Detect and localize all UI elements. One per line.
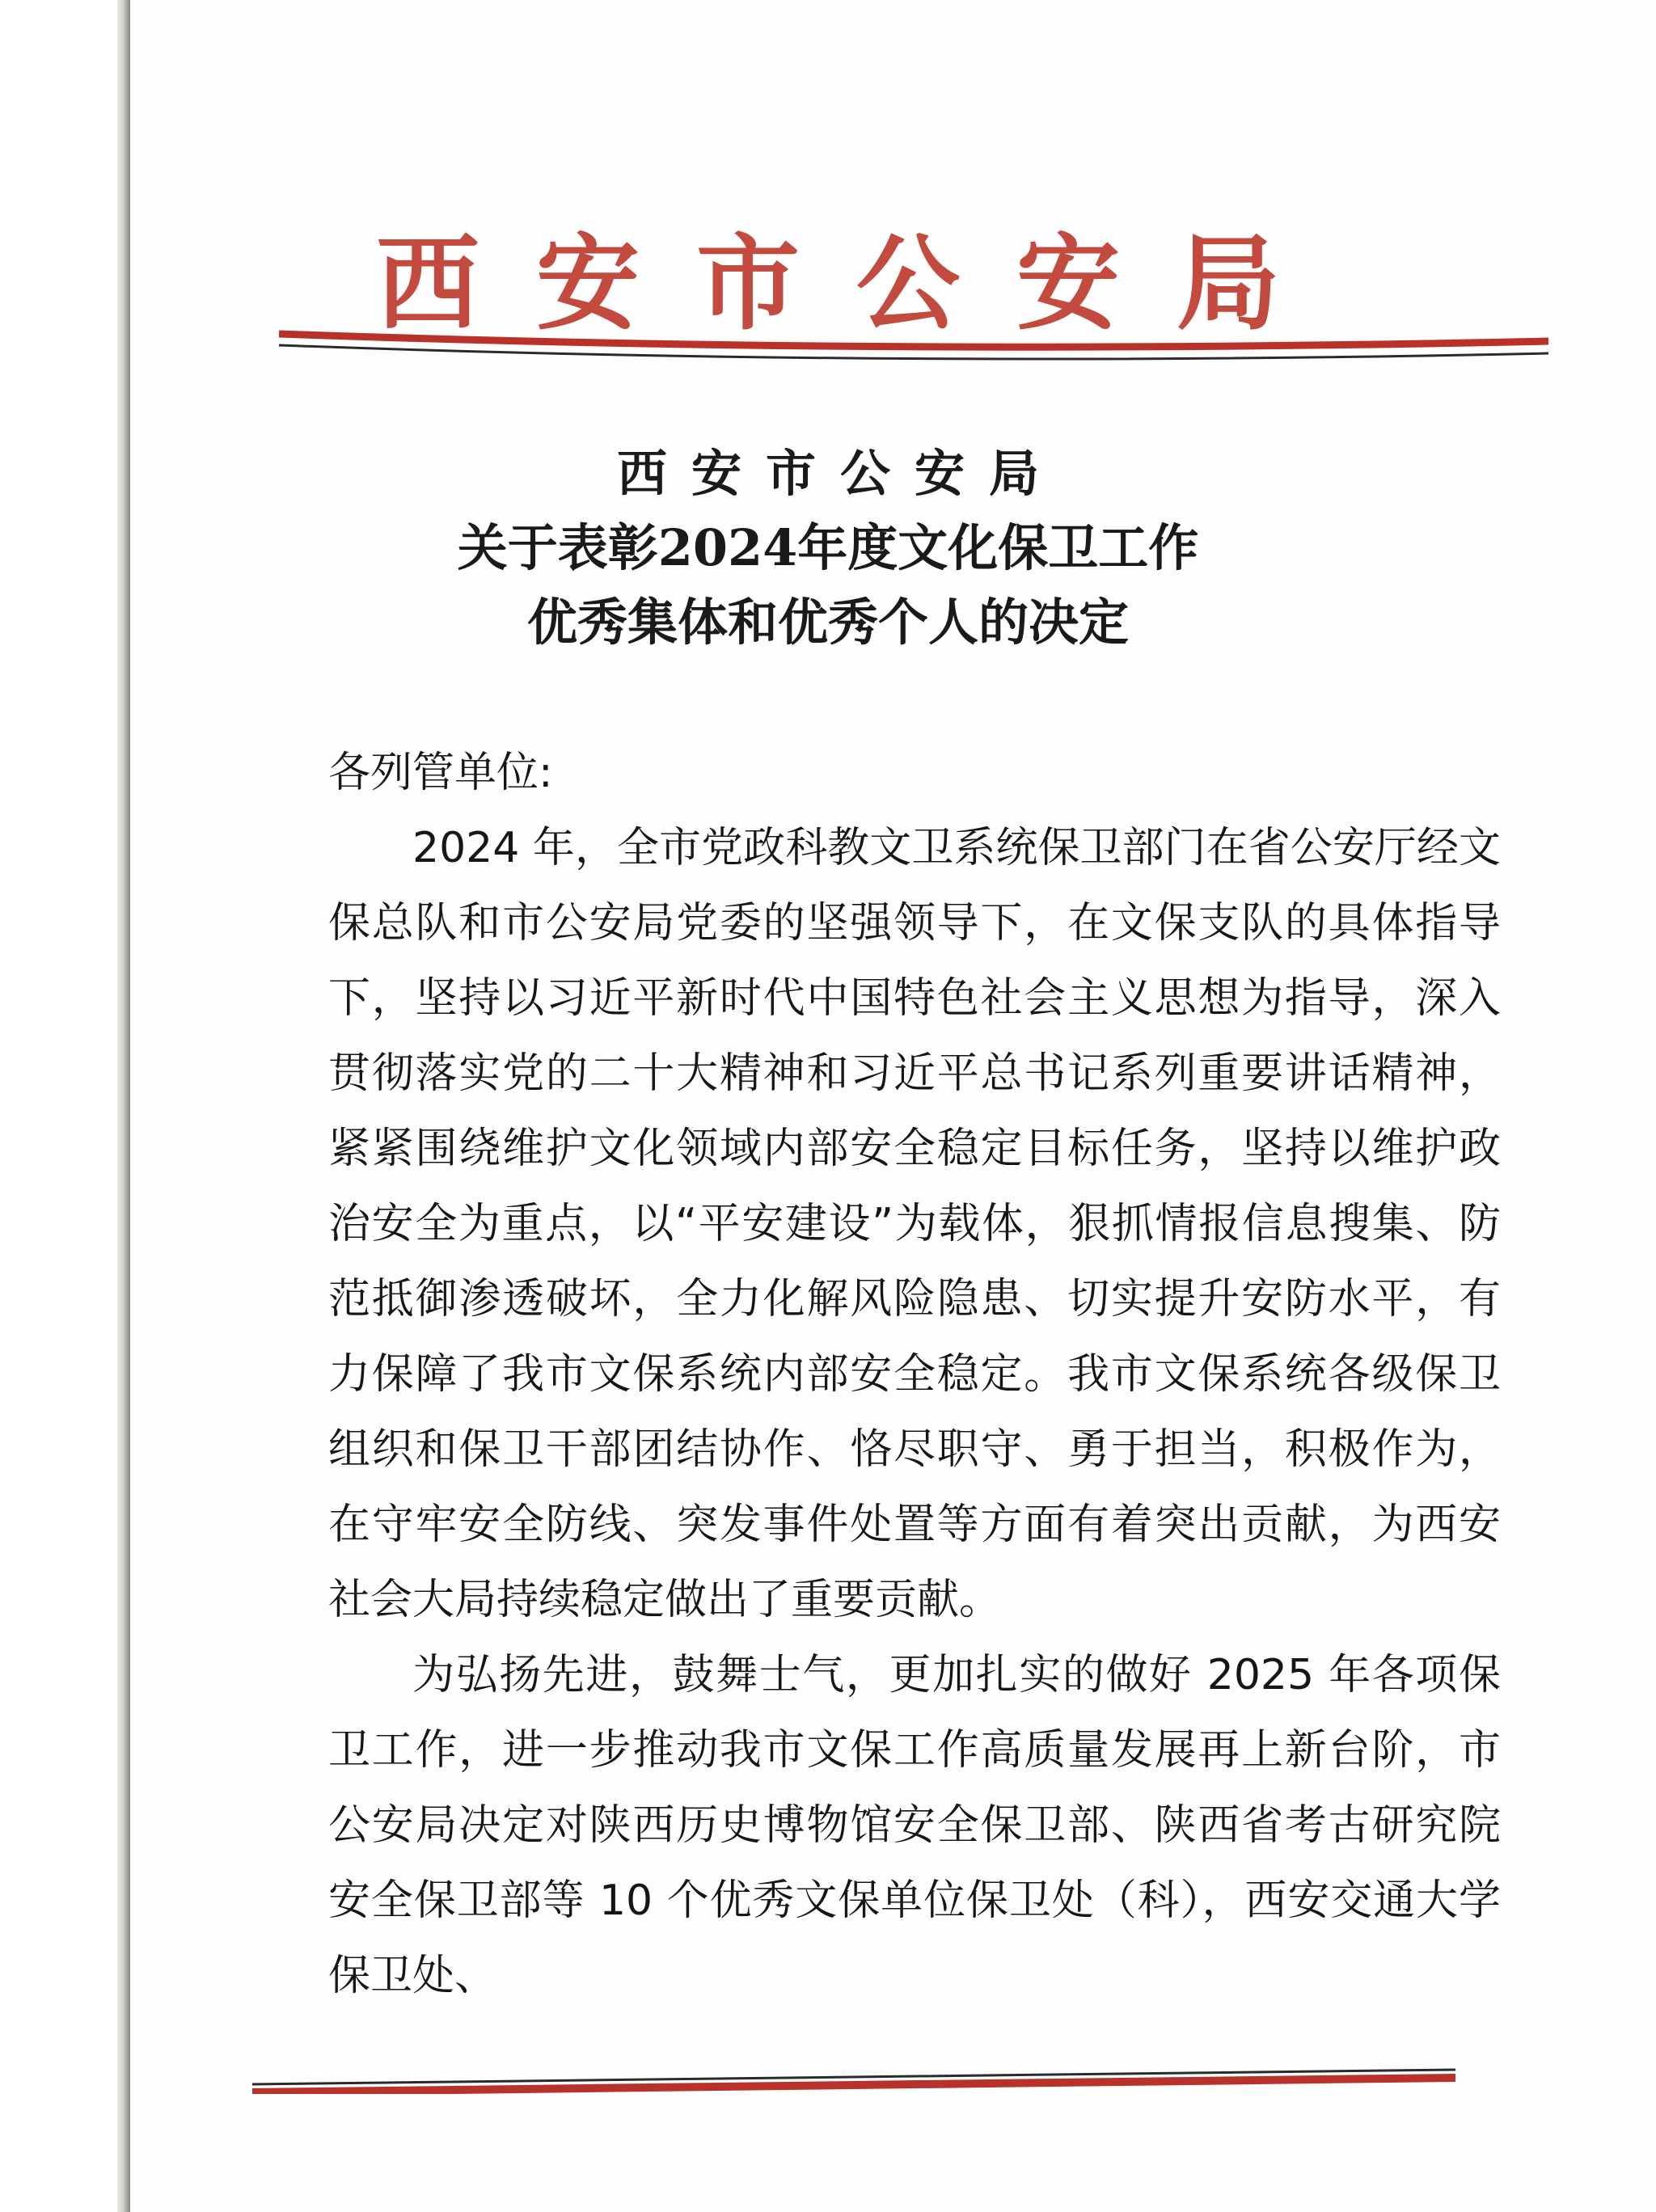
salutation: 各列管单位:: [328, 749, 553, 797]
document-title-line-3: 优秀集体和优秀个人的决定: [526, 593, 1129, 652]
letterhead-masthead: 西安市公安局: [375, 223, 1337, 344]
header-double-rule: [0, 319, 1656, 368]
footer-double-rule: [0, 2054, 1656, 2094]
document-title-line-2: 关于表彰2024年度文化保卫工作: [457, 518, 1199, 577]
body-paragraph-2: 为弘扬先进，鼓舞士气，更加扎实的做好 2025 年各项保卫工作，进一步推动我市文保工作高质量发展再上新台阶，市公安局决定对陕西历史博物馆安全保卫部、陕西省考古研究院安全保卫部等 10 个优秀文保单位保卫处（科），西安交通大学保卫处、: [328, 1651, 1501, 2000]
body-paragraph-1: 2024 年，全市党政科教文卫系统保卫部门在省公安厅经文保总队和市公安局党委的坚强领导下，在文保支队的具体指导下，坚持以习近平新时代中国特色社会主义思想为指导，深入贯彻落实党的二十大精神和习近平总书记系列重要讲话精神，紧紧围绕维护文化领域内部安全稳定目标任务，坚持以维护政治安全为重点，以“平安建设”为载体，狠抓情报信息搜集、防范抵御渗透破坏，全力化解风险隐患、切实提升安防水平，有力保障了我市文保系统内部安全稳定。我市文保系统各级保卫组织和保卫干部团结协作、恪尽职守、勇于担当，积极作为，在守牢安全防线、突发事件处置等方面有着突出贡献，为西安社会大局持续稳定做出了重要贡献。: [328, 824, 1501, 1624]
document-title-line-1: 西安市公安局: [616, 444, 1063, 503]
